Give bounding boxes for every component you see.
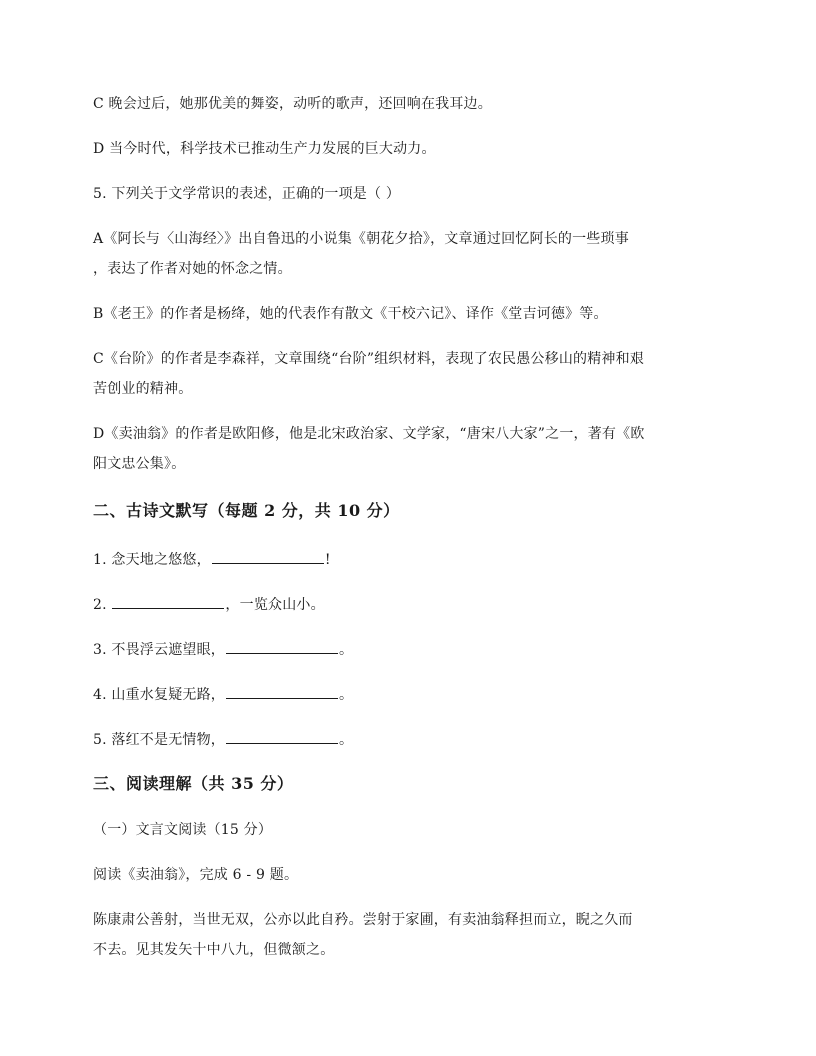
q4-option-d: D 当今时代，科学技术已推动生产力发展的巨大动力。 bbox=[93, 141, 436, 157]
q5-option-c-line1: C《台阶》的作者是李森祥，文章围绕“台阶”组织材料，表现了农民愚公移山的精神和艰 bbox=[93, 351, 645, 367]
answer-blank[interactable] bbox=[112, 594, 224, 609]
q5-option-b: B《老王》的作者是杨绛，她的代表作有散文《干校六记》、译作《堂吉诃德》等。 bbox=[93, 306, 608, 322]
subsection-classical-reading: （一）文言文阅读（15 分） bbox=[93, 822, 273, 838]
passage-line1: 陈康肃公善射，当世无双，公亦以此自矜。尝射于家圃，有卖油翁释担而立，睨之久而 bbox=[93, 912, 633, 928]
item-text-after: 。 bbox=[339, 687, 354, 703]
recitation-item-3 bbox=[93, 638, 353, 662]
item-text-after: 。 bbox=[339, 732, 354, 748]
item-text-after: ! bbox=[324, 552, 331, 568]
item-text-before: 3. 不畏浮云遮望眼， bbox=[93, 642, 226, 658]
q5-option-a-line2: ，表达了作者对她的怀念之情。 bbox=[93, 261, 292, 277]
q5-stem: 5. 下列关于文学常识的表述，正确的一项是（ ） bbox=[93, 186, 401, 202]
section2-title: 二、古诗文默写（每题 2 分，共 10 分） bbox=[93, 501, 400, 520]
recitation-item-1 bbox=[93, 548, 331, 572]
answer-blank[interactable] bbox=[212, 549, 324, 564]
item-text-after: ，一览众山小。 bbox=[225, 597, 325, 613]
q5-option-d-line2: 阳文忠公集》。 bbox=[93, 456, 186, 472]
reading-instruction: 阅读《卖油翁》，完成 6 - 9 题。 bbox=[93, 867, 299, 883]
q4-option-c: C 晚会过后，她那优美的舞姿，动听的歌声，还回响在我耳边。 bbox=[93, 96, 492, 112]
answer-blank[interactable] bbox=[226, 684, 338, 699]
item-text-before: 4. 山重水复疑无路， bbox=[93, 687, 226, 703]
item-text-before: 1. 念天地之悠悠， bbox=[93, 552, 211, 568]
passage-line2: 不去。见其发矢十中八九，但微颔之。 bbox=[93, 942, 335, 958]
q5-option-c-line2: 苦创业的精神。 bbox=[93, 381, 193, 397]
item-text-after: 。 bbox=[339, 642, 354, 658]
item-text-before: 5. 落红不是无情物， bbox=[93, 732, 226, 748]
section3-title: 三、阅读理解（共 35 分） bbox=[93, 774, 294, 793]
item-text-before: 2. bbox=[93, 597, 112, 613]
recitation-item-2 bbox=[93, 593, 325, 617]
recitation-item-5 bbox=[93, 728, 353, 752]
recitation-item-4 bbox=[93, 683, 353, 707]
q5-option-a-line1: A《阿长与〈山海经〉》出自鲁迅的小说集《朝花夕拾》，文章通过回忆阿长的一些琐事 bbox=[93, 231, 629, 247]
answer-blank[interactable] bbox=[226, 729, 338, 744]
answer-blank[interactable] bbox=[226, 639, 338, 654]
q5-option-d-line1: D《卖油翁》的作者是欧阳修，他是北宋政治家、文学家，“唐宋八大家”之一，著有《欧 bbox=[93, 426, 645, 442]
